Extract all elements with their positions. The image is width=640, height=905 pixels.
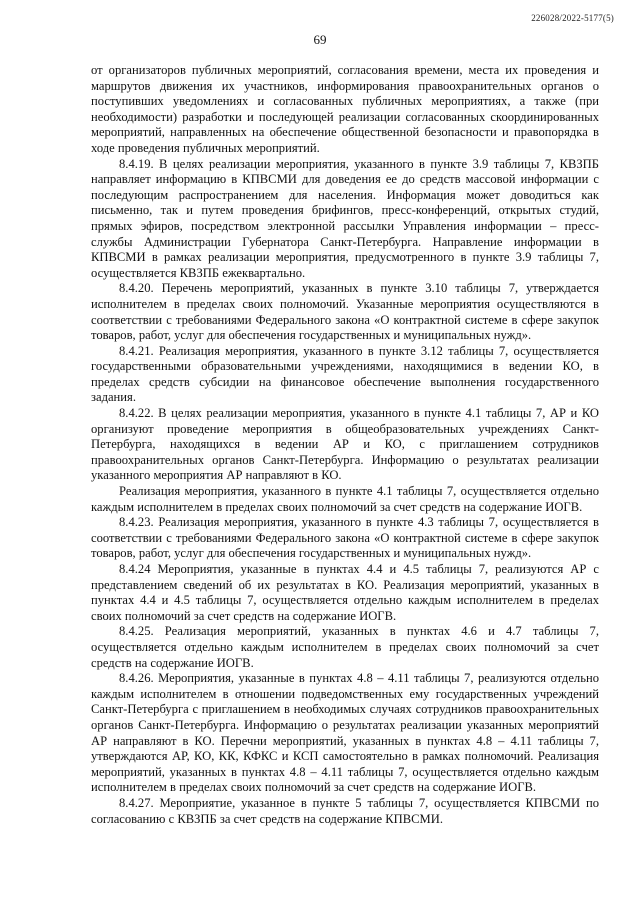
- paragraph-8-4-22: 8.4.22. В целях реализации мероприятия, указанного в пункте 4.1 таблицы 7, АР и КО организуют проведение мероприятия в общеобразовательных учреждениях Санкт-Петербурга, находящихся в ведении АР и КО, с приглашением сотрудников правоохранительных органов Санкт-Петербурга. Информацию о результатах реализации указанного мероприятия АР направляют в КО.: [91, 406, 599, 483]
- paragraph-continuation: от организаторов публичных мероприятий, согласования времени, места их проведения и маршрутов движения их участников, информирования правоохранительных органов о поступивших уведомлениях и согласованных публичных мероприятиях, а также (при необходимости) разработки и последующей реализации согласованных скоординированных мероприятий, направленных на обеспечение общественной безопасности и правопорядка в ходе проведения публичных мероприятий.: [91, 63, 599, 155]
- paragraph-8-4-21: 8.4.21. Реализация мероприятия, указанного в пункте 3.12 таблицы 7, осуществляется государственными образовательными учреждениями, находящимися в ведении КО, в пределах средств субсидии на финансовое обеспечение выполнения государственного задания.: [91, 343, 599, 405]
- paragraph-8-4-26: 8.4.26. Мероприятия, указанные в пунктах 4.8 – 4.11 таблицы 7, реализуются отдельно каждым исполнителем в отношении подведомственных ему государственных учреждений Санкт-Петербурга с приглашением в необходимых случаях сотрудников правоохранительных органов Санкт-Петербурга. Информацию о результатах реализации указанных мероприятий АР направляют в КО. Перечни мероприятий, указанных в пунктах 4.8 – 4.11 таблицы 7, утверждаются АР, КО, КК, КФКС и КСП самостоятельно в рамках полномочий. Реализация мероприятий, указанных в пунктах 4.8 – 4.11 таблицы 7, осуществляется отдельно каждым исполнителем в пределах своих полномочий за счет средств на содержание ИОГВ.: [91, 671, 599, 795]
- paragraph-8-4-27: 8.4.27. Мероприятие, указанное в пункте 5 таблицы 7, осуществляется КПВСМИ по согласованию с КВЗПБ за счет средств на содержание КПВСМИ.: [91, 795, 599, 826]
- paragraph-8-4-25: 8.4.25. Реализация мероприятий, указанных в пунктах 4.6 и 4.7 таблицы 7, осуществляется отдельно каждым исполнителем в пределах своих полномочий за счет средств на содержание ИОГВ.: [91, 624, 599, 670]
- document-id: 226028/2022-5177(5): [531, 13, 614, 23]
- page-number: 69: [313, 32, 327, 47]
- paragraph-8-4-19: 8.4.19. В целях реализации мероприятия, указанного в пункте 3.9 таблицы 7, КВЗПБ направляет информацию в КПВСМИ для доведения ее до средств массовой информации с последующим распространением для населения. Информация может доводиться как письменно, так и путем проведения брифингов, пресс-конференций, открытых студий, прямых эфиров, посредством электронной рассылки Управления информации – пресс-службы Администрации Губернатора Санкт-Петербурга. Направление информации в КПВСМИ в рамках реализации мероприятия, предусмотренного в пункте 3.9 таблицы 7, осуществляется КВЗПБ ежеквартально.: [91, 156, 599, 280]
- document-body: [91, 63, 599, 827]
- paragraph-8-4-24: 8.4.24 Мероприятия, указанные в пунктах 4.4 и 4.5 таблицы 7, реализуются АР с представлением сведений об их результатах в КО. Реализация мероприятий, указанных в пунктах 4.4 и 4.5 таблицы 7, осуществляется отдельно каждым исполнителем в пределах своих полномочий за счет средств на содержание ИОГВ.: [91, 562, 599, 623]
- paragraph-8-4-22-funding: Реализация мероприятия, указанного в пункте 4.1 таблицы 7, осуществляется отдельно каждым исполнителем в пределах своих полномочий за счет средств на содержание ИОГВ.: [91, 484, 599, 514]
- paragraph-8-4-23: 8.4.23. Реализация мероприятия, указанного в пункте 4.3 таблицы 7, осуществляется в соответствии с требованиями Федерального закона «О контрактной системе в сфере закупок товаров, работ, услуг для обеспечения государственных и муниципальных нужд».: [91, 515, 599, 561]
- paragraph-8-4-20: 8.4.20. Перечень мероприятий, указанных в пункте 3.10 таблицы 7, утверждается исполнителем в пределах своих полномочий. Указанные мероприятия осуществляются в соответствии с требованиями Федерального закона «О контрактной системе в сфере закупок товаров, работ, услуг для обеспечения государственных и муниципальных нужд».: [91, 281, 599, 343]
